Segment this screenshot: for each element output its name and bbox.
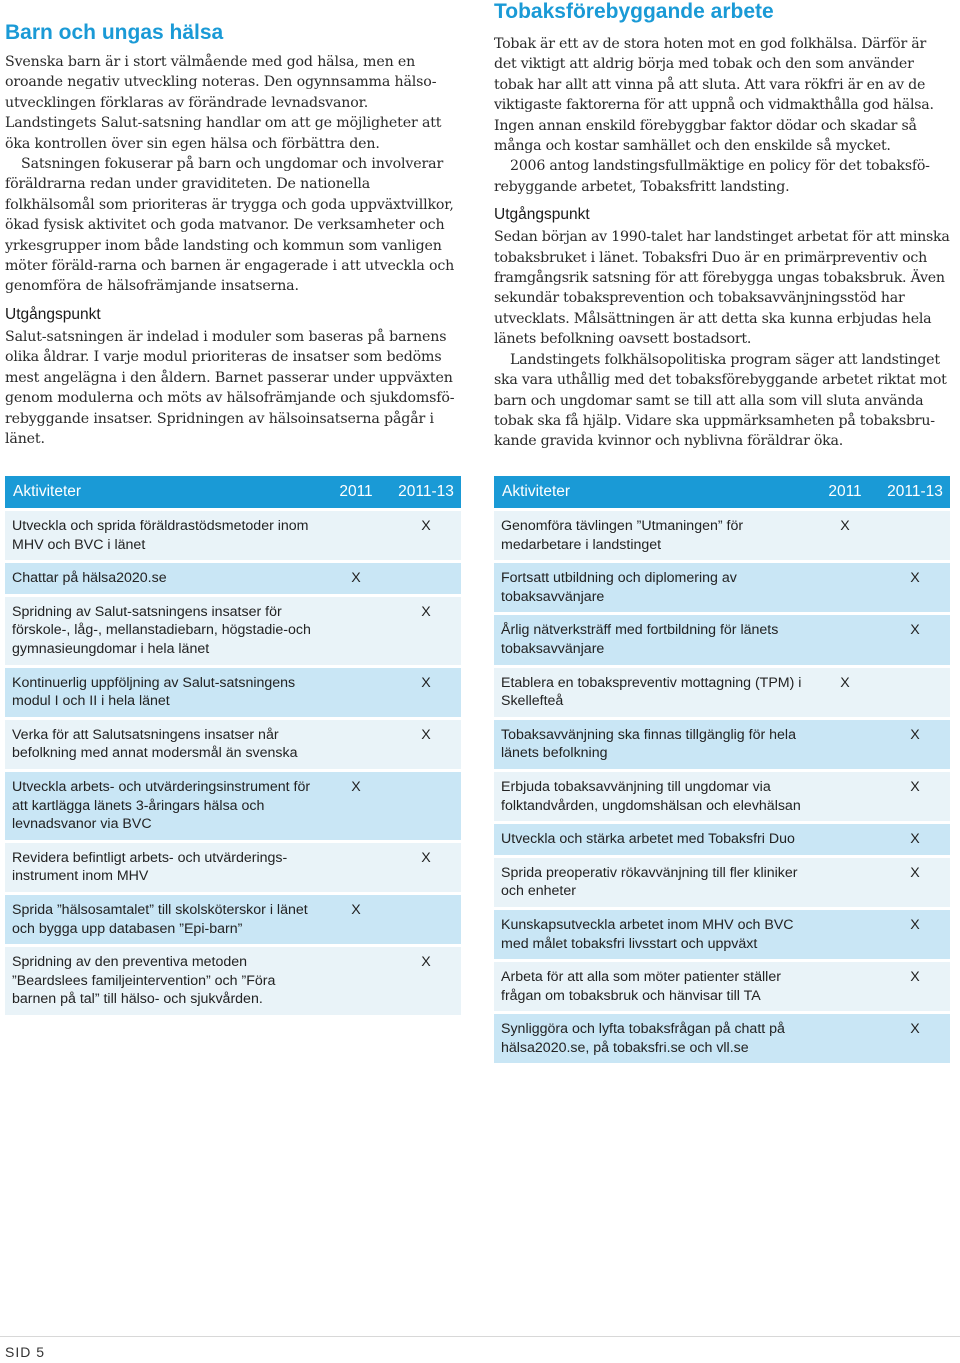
table-header	[494, 476, 950, 508]
mark-2011-cell	[810, 772, 880, 821]
table-row	[5, 947, 461, 1015]
right-paragraph-1: Tobak är ett av de stora hoten mot en god folkhälsa. Därför är det viktigt att aldrig börja med tobak och den som använder tobak har allt att vinna på att sluta. Att vara rökfri är en av de viktigaste faktorerna för att uppnå och vidmakthålla god hälsa. Ingen annan enskild förebyggbar faktor dödar och skadar så många och kostar samhället och den enskilde så mycket.	[494, 36, 934, 155]
activity-cell: Spridning av den preventiva metoden ”Beardslees familjeintervention” och ”Föra barnen på tal” till hälso- och sjukvården.	[5, 947, 321, 1015]
mark-2011-13-cell: X	[391, 597, 461, 665]
mark-2011-cell: X	[810, 668, 880, 717]
mark-2011-13-cell: X	[880, 824, 950, 855]
activity-cell: Genomföra tävlingen ”Utmaningen” för medarbetare i landstinget	[494, 511, 810, 560]
activity-cell: Verka för att Salutsatsningens insatser når befolkning med annat modersmål än svenska	[5, 720, 321, 769]
activity-cell: Revidera befintligt arbets- och utvärderings-instrument inom MHV	[5, 843, 321, 892]
table-header	[5, 476, 461, 508]
mark-2011-cell	[810, 824, 880, 855]
mark-2011-13-cell: X	[880, 772, 950, 821]
activity-cell: Kontinuerlig uppföljning av Salut-satsningens modul I och II i hela länet	[5, 668, 321, 717]
table-row	[494, 720, 950, 769]
activity-cell: Etablera en tobakspreventiv mottagning (TPM) i Skellefteå	[494, 668, 810, 717]
mark-2011-cell	[810, 962, 880, 1011]
header-activities: Aktiviteter	[13, 483, 82, 500]
right-article	[494, 0, 950, 452]
mark-2011-13-cell: X	[391, 843, 461, 892]
mark-2011-cell	[810, 910, 880, 959]
mark-2011-cell: X	[810, 511, 880, 560]
activity-cell: Kunskapsutveckla arbetet inom MHV och BVC med målet tobaksfri livsstart och uppväxt	[494, 910, 810, 959]
mark-2011-cell	[321, 597, 391, 665]
left-subheading: Utgångspunkt	[5, 305, 101, 323]
table-row	[494, 563, 950, 612]
mark-2011-13-cell: X	[391, 511, 461, 560]
table-row	[5, 563, 461, 594]
mark-2011-13-cell: X	[391, 668, 461, 717]
right-paragraph-2: 2006 antog landstingsfullmäktige en policy för det tobaksfö-rebyggande arbetet, Tobaksfritt landsting.	[494, 158, 930, 195]
left-section-title: Barn och ungas hälsa	[5, 21, 224, 44]
table-row	[494, 910, 950, 959]
mark-2011-cell	[810, 563, 880, 612]
activity-cell: Synliggöra och lyfta tobaksfrågan på chatt på hälsa2020.se, på tobaksfri.se och vll.se	[494, 1014, 810, 1063]
table-row	[494, 511, 950, 560]
right-paragraph-4: Landstingets folkhälsopolitiska program säger att landstinget ska vara uthållig med det tobaksförebyggande arbetet riktat mot barn och ungdomar samt se till att alla som vill sluta använda tobak ska få hjälp. Vidare ska uppmärksamheten på tobaksbru-kande gravida kvinnor och nyblivna föräldrar öka.	[494, 351, 947, 450]
table-row	[494, 962, 950, 1011]
table-row	[5, 668, 461, 717]
left-article	[5, 0, 461, 449]
mark-2011-cell: X	[321, 772, 391, 840]
mark-2011-cell	[321, 668, 391, 717]
mark-2011-cell	[321, 720, 391, 769]
mark-2011-cell	[810, 720, 880, 769]
mark-2011-13-cell	[391, 895, 461, 944]
activity-cell: Sprida ”hälsosamtalet” till skolsköterskor i länet och bygga upp databasen ”Epi-barn”	[5, 895, 321, 944]
table-row	[494, 772, 950, 821]
activity-cell: Utveckla och stärka arbetet med Tobaksfri Duo	[494, 824, 810, 855]
activity-cell: Tobaksavvänjning ska finnas tillgänglig för hela länets befolkning	[494, 720, 810, 769]
activity-cell: Sprida preoperativ rökavvänjning till fler kliniker och enheter	[494, 858, 810, 907]
table-row	[494, 668, 950, 717]
mark-2011-13-cell: X	[880, 720, 950, 769]
activity-cell: Arbeta för att alla som möter patienter ställer frågan om tobaksbruk och hänvisar till TA	[494, 962, 810, 1011]
header-2011-13: 2011-13	[887, 483, 943, 500]
left-paragraph-3: Salut-satsningen är indelad i moduler som baseras på barnens olika åldrar. I varje modul prioriteras de insatser som bedöms mest angelägna i den åldern. Barnet passerar under uppväxten genom modulerna och möts av hälsofrämjande och sjukdomsfö-rebyggande insatser. Spridningen av hälsoinsatserna pågår i länet.	[5, 328, 455, 447]
mark-2011-cell	[810, 1014, 880, 1063]
footer-divider	[0, 1336, 960, 1337]
table-row	[494, 615, 950, 664]
mark-2011-cell	[321, 843, 391, 892]
mark-2011-13-cell: X	[880, 563, 950, 612]
table-row	[5, 511, 461, 560]
right-paragraph-3: Sedan början av 1990-talet har landstinget arbetat för att minska tobaksbruket i länet. Tobaksfri Duo är en primärpreventiv och framgångsrik satsning för att förebygga ungas tobaksbruk. Även sekundär tobaksprevention och tobaksavvänjningsstöd har utvecklats. Målsättningen är att detta ska kunna erbjudas hela länets befolkning oavsett bostadsort.	[494, 229, 950, 348]
activity-cell: Utveckla och sprida föräldrastödsmetoder inom MHV och BVC i länet	[5, 511, 321, 560]
left-paragraph-2: Satsningen fokuserar på barn och ungdomar och involverar föräldrarna redan under graviditeten. De nationella folkhälsomål som prioriteras är trygga och goda uppväxtvillkor, ökad fysisk aktivitet och goda matvanor. De verksamheter och yrkesgrupper inom både landsting och kommun som vanligen möter föräld-rarna och barnen är engagerade i att utveckla och genomföra de hälsofrämjande insatserna.	[5, 156, 455, 295]
mark-2011-cell	[321, 947, 391, 1015]
activity-cell: Erbjuda tobaksavvänjning till ungdomar via folktandvården, ungdomshälsan och elevhälsan	[494, 772, 810, 821]
table-row	[5, 597, 461, 665]
activity-cell: Chattar på hälsa2020.se	[5, 563, 321, 594]
table-row	[494, 1014, 950, 1063]
mark-2011-cell: X	[321, 895, 391, 944]
mark-2011-13-cell: X	[880, 615, 950, 664]
header-activities: Aktiviteter	[502, 483, 571, 500]
header-2011-13: 2011-13	[398, 483, 454, 500]
table-row	[5, 895, 461, 944]
mark-2011-13-cell	[391, 772, 461, 840]
mark-2011-cell: X	[321, 563, 391, 594]
table-row	[5, 772, 461, 840]
mark-2011-cell	[321, 511, 391, 560]
mark-2011-13-cell: X	[391, 947, 461, 1015]
mark-2011-13-cell: X	[391, 720, 461, 769]
activity-cell: Utveckla arbets- och utvärderingsinstrument för att kartlägga länets 3-åringars hälsa och levnadsvanor via BVC	[5, 772, 321, 840]
mark-2011-13-cell: X	[880, 1014, 950, 1063]
right-activities-table	[494, 476, 950, 1063]
right-subheading: Utgångspunkt	[494, 206, 590, 224]
mark-2011-13-cell	[391, 563, 461, 594]
activity-cell: Spridning av Salut-satsningens insatser för förskole-, låg-, mellanstadiebarn, högstadie-och gymnasieungdomar i hela länet	[5, 597, 321, 665]
left-paragraph-1: Svenska barn är i stort välmående med god hälsa, men en oroande negativ utveckling noteras. Den ogynnsamma hälso-utvecklingen förklaras av förändrade levnadsvanor. Landstingets Salut-satsning handlar om att ge möjligheter att öka kontrollen över sin egen hälsa och förbättra den.	[5, 54, 442, 152]
activity-cell: Årlig nätverksträff med fortbildning för länets tobaksavvänjare	[494, 615, 810, 664]
table-row	[5, 843, 461, 892]
mark-2011-cell	[810, 858, 880, 907]
activity-cell: Fortsatt utbildning och diplomering av tobaksavvänjare	[494, 563, 810, 612]
table-row	[494, 824, 950, 855]
table-row	[5, 720, 461, 769]
mark-2011-13-cell: X	[880, 962, 950, 1011]
header-2011: 2011	[828, 483, 862, 500]
mark-2011-13-cell: X	[880, 858, 950, 907]
mark-2011-cell	[810, 615, 880, 664]
left-activities-table	[5, 476, 461, 1015]
mark-2011-13-cell	[880, 511, 950, 560]
mark-2011-13-cell	[880, 668, 950, 717]
header-2011: 2011	[339, 483, 373, 500]
table-row	[494, 858, 950, 907]
right-section-title: Tobaksförebyggande arbete	[494, 0, 774, 23]
page-number: SID 5	[5, 1344, 46, 1360]
mark-2011-13-cell: X	[880, 910, 950, 959]
